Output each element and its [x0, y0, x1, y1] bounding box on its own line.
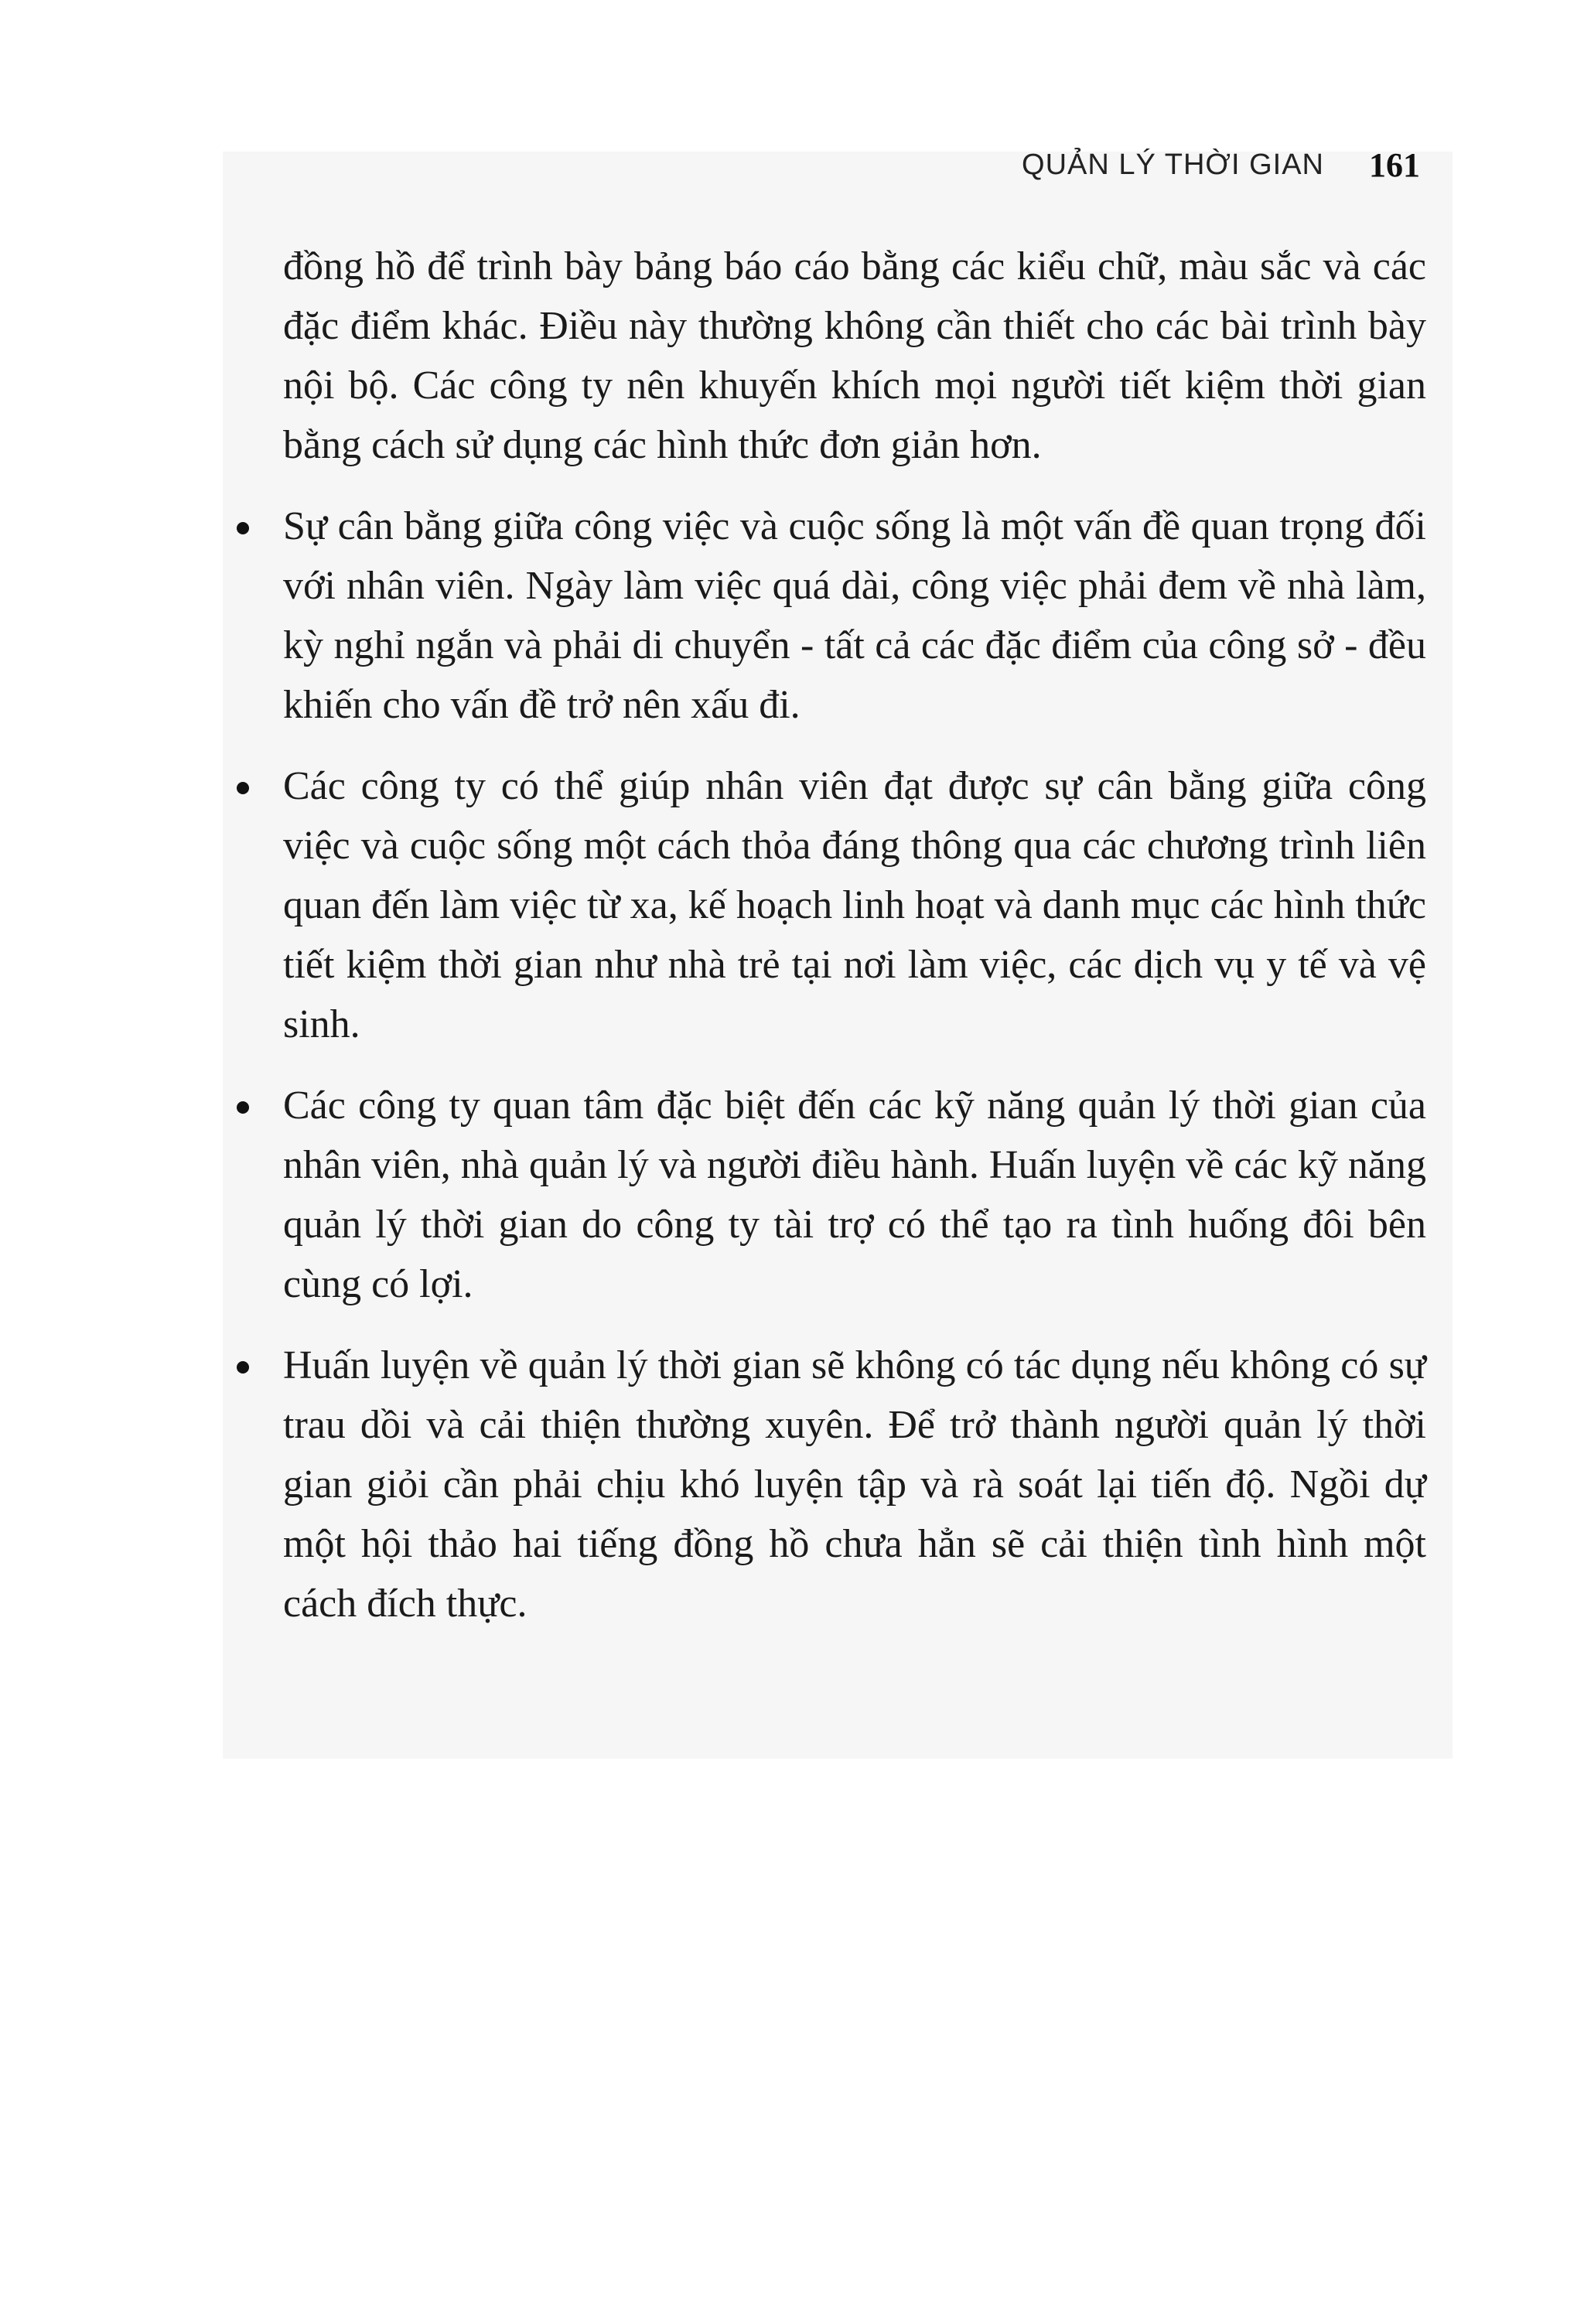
bullet-icon: [237, 782, 249, 794]
header-title: QUẢN LÝ THỜI GIAN: [1022, 148, 1324, 181]
running-header: [1022, 138, 1420, 192]
continuation-paragraph: đồng hồ để trình bày bảng báo cáo bằng các kiểu chữ, màu sắc và các đặc điểm khác. Điều này thường không cần thiết cho các bài trình bày nội bộ. Các công ty nên khuyến khích mọi người tiết kiệm thời gian bằng cách sử dụng các hình thức đơn giản hơn.: [283, 244, 1426, 467]
bullet-item: [283, 497, 1426, 735]
bullet-text: Các công ty quan tâm đặc biệt đến các kỹ năng quản lý thời gian của nhân viên, nhà quản lý và người điều hành. Huấn luyện về các kỹ năng quản lý thời gian do công ty tài trợ có thể tạo ra tình huống đôi bên cùng có lợi.: [283, 1084, 1426, 1306]
page-number: 161: [1369, 145, 1420, 184]
bullet-item: [283, 1336, 1426, 1633]
bullet-text: Các công ty có thể giúp nhân viên đạt được sự cân bằng giữa công việc và cuộc sống một cách thỏa đáng thông qua các chương trình liên quan đến làm việc từ xa, kế hoạch linh hoạt và danh mục các hình thức tiết kiệm thời gian như nhà trẻ tại nơi làm việc, các dịch vụ y tế và vệ sinh.: [283, 764, 1426, 1046]
bullet-item: [283, 756, 1426, 1054]
bullet-icon: [237, 1101, 249, 1114]
bullet-item: [283, 1076, 1426, 1314]
page-body: [283, 237, 1426, 1633]
bullet-icon: [237, 1361, 249, 1374]
bullet-text: Sự cân bằng giữa công việc và cuộc sống là một vấn đề quan trọng đối với nhân viên. Ngày làm việc quá dài, công việc phải đem về nhà làm, kỳ nghỉ ngắn và phải di chuyển - tất cả các đặc điểm của công sở - đều khiến cho vấn đề trở nên xấu đi.: [283, 504, 1426, 727]
bullet-text: Huấn luyện về quản lý thời gian sẽ không có tác dụng nếu không có sự trau dồi và cải thiện thường xuyên. Để trở thành người quản lý thời gian giỏi cần phải chịu khó luyện tập và rà soát lại tiến độ. Ngồi dự một hội thảo hai tiếng đồng hồ chưa hẳn sẽ cải thiện tình hình một cách đích thực.: [283, 1343, 1426, 1626]
bullet-icon: [237, 522, 249, 534]
